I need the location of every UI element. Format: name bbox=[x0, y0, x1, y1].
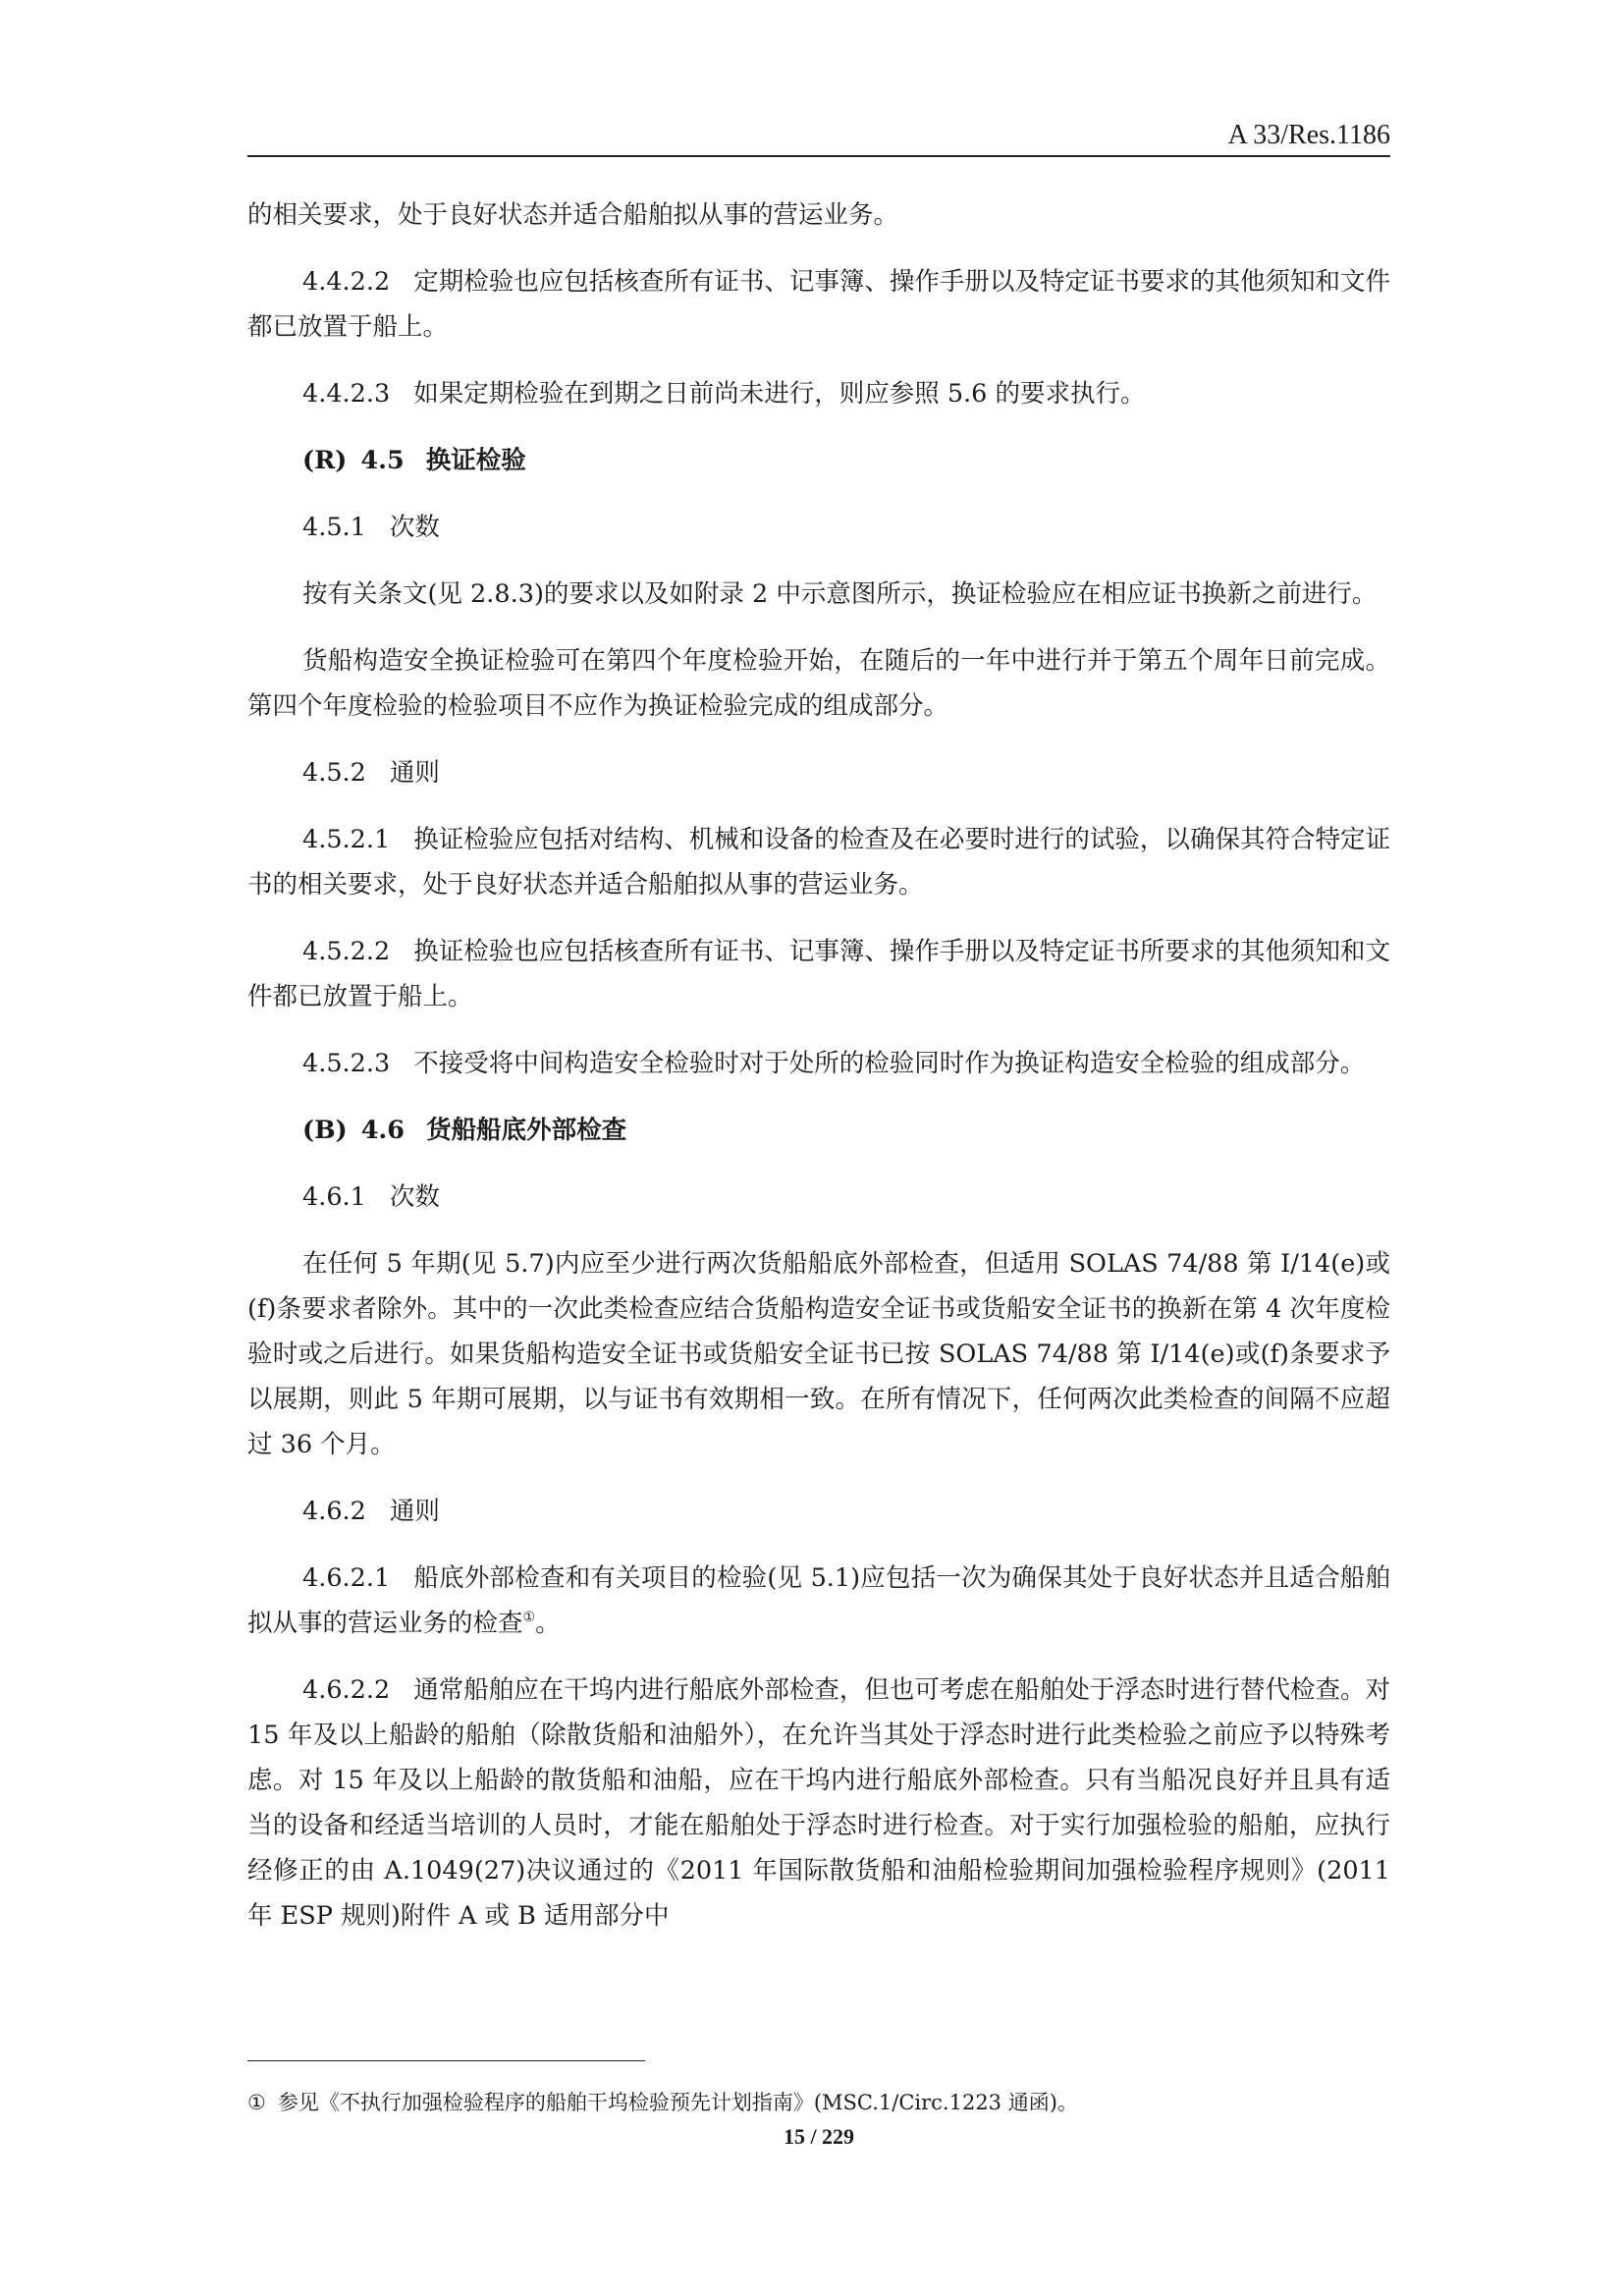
paragraph-4-6-1 bbox=[247, 1175, 1390, 1220]
paragraph-number: 4.5.2 bbox=[302, 758, 366, 788]
footnote-text: 参见《不执行加强检验程序的船舶干坞检验预先计划指南》(MSC.1/Circ.1223 通函)。 bbox=[277, 2091, 1078, 2114]
paragraph-number: 4.4.2.3 bbox=[302, 379, 391, 409]
paragraph-4-5-1 bbox=[247, 505, 1390, 550]
paragraph-4-5-2 bbox=[247, 750, 1390, 795]
heading-title: 换证检验 bbox=[425, 446, 526, 475]
footnote-mark: ① bbox=[247, 2091, 266, 2114]
footnote bbox=[247, 2088, 1390, 2117]
paragraph-continuation: 的相关要求，处于良好状态并适合船舶拟从事的营运业务。 bbox=[247, 200, 899, 230]
paragraph-number: 4.6.2.1 bbox=[302, 1563, 391, 1593]
paragraph-text: 换证检验也应包括核查所有证书、记事簿、操作手册以及特定证书所要求的其他须知和文件都已放置于船上。 bbox=[247, 937, 1390, 1011]
paragraph-4-4-2-3 bbox=[247, 371, 1390, 416]
paragraph-number: 4.5.2.1 bbox=[302, 825, 391, 854]
paragraph-text: 通则 bbox=[389, 758, 440, 788]
paragraph-text: 定期检验也应包括核查所有证书、记事簿、操作手册以及特定证书要求的其他须知和文件都已放置于船上。 bbox=[247, 267, 1390, 342]
paragraph-bottom-survey-frequency: 在任何 5 年期(见 5.7)内应至少进行两次货船船底外部检查，但适用 SOLAS 74/88 第 I/14(e)或(f)条要求者除外。其中的一次此类检查应结合货船构造安全证书或货船安全证书的换新在第 4 次年度检验时或之后进行。如果货船构造安全证书或货船安全证书已按 SOLAS 74/88 第 I/14(e)或(f)条要求予以展期，则此 5 年期可展期，以与证书有效期相一致。在所有情况下，任何两次此类检查的间隔不应超过 36 个月。 bbox=[247, 1249, 1390, 1459]
paragraph-number: 4.6.1 bbox=[302, 1182, 366, 1212]
paragraph-number: 4.6.2 bbox=[302, 1497, 366, 1526]
paragraph-text: 如果定期检验在到期之日前尚未进行，则应参照 5.6 的要求执行。 bbox=[413, 379, 1146, 409]
paragraph-4-4-2-2 bbox=[247, 259, 1390, 350]
paragraph-number: 4.4.2.2 bbox=[302, 267, 391, 297]
paragraph-text: 船底外部检查和有关项目的检验(见 5.1)应包括一次为确保其处于良好状态并且适合船舶拟从事的营运业务的检查 bbox=[247, 1563, 1390, 1638]
paragraph-end-punctuation: 。 bbox=[535, 1609, 561, 1638]
section-heading-4-6 bbox=[247, 1108, 1390, 1153]
heading-title: 货船船底外部检查 bbox=[426, 1116, 627, 1145]
paragraph-4-6-2-2 bbox=[247, 1667, 1390, 1939]
paragraph-text: 次数 bbox=[389, 1182, 440, 1212]
paragraph-4-5-2-3 bbox=[247, 1041, 1390, 1086]
heading-tag: (B) bbox=[302, 1116, 348, 1145]
page-body bbox=[247, 192, 1390, 1960]
paragraph-text: 通常船舶应在干坞内进行船底外部检查，但也可考虑在船舶处于浮态时进行替代检查。对 15 年及以上船龄的船舶（除散货船和油船外），在允许当其处于浮态时进行此类检验之前应予以特殊考虑。对 15 年及以上船龄的散货船和油船，应在干坞内进行船底外部检查。只有当船况良好并且具有适当的设备和经适当培训的人员时，才能在船舶处于浮态时进行检查。对于实行加强检验的船舶，应执行经修正的由 A.1049(27)决议通过的《2011 年国际散货船和油船检验期间加强检验程序规则》(2011 年 ESP 规则)附件 A 或 B 适用部分中 bbox=[247, 1675, 1390, 1931]
paragraph-text: 次数 bbox=[389, 513, 440, 542]
paragraph-text: 通则 bbox=[389, 1497, 440, 1526]
heading-number: 4.5 bbox=[360, 446, 405, 475]
section-heading-4-5 bbox=[247, 438, 1390, 483]
paragraph-number: 4.5.2.3 bbox=[302, 1049, 391, 1078]
paragraph-4-5-2-2 bbox=[247, 929, 1390, 1019]
paragraph-number: 4.5.1 bbox=[302, 513, 366, 542]
heading-tag: (R) bbox=[302, 446, 348, 475]
footnote-divider bbox=[247, 2060, 645, 2061]
paragraph-number: 4.5.2.2 bbox=[302, 937, 391, 966]
paragraph-4-6-2 bbox=[247, 1489, 1390, 1534]
heading-number: 4.6 bbox=[360, 1116, 406, 1145]
paragraph-text: 换证检验应包括对结构、机械和设备的检查及在必要时进行的试验，以确保其符合特定证书的相关要求，处于良好状态并适合船舶拟从事的营运业务。 bbox=[247, 825, 1390, 900]
document-code: A 33/Res.1186 bbox=[1227, 120, 1390, 150]
paragraph-cargo-ship-renewal: 货船构造安全换证检验可在第四个年度检验开始，在随后的一年中进行并于第五个周年日前完成。第四个年度检验的检验项目不应作为换证检验完成的组成部分。 bbox=[247, 646, 1390, 721]
paragraph-text: 不接受将中间构造安全检验时对于处所的检验同时作为换证构造安全检验的组成部分。 bbox=[413, 1049, 1366, 1078]
paragraph-renewal-timing: 按有关条文(见 2.8.3)的要求以及如附录 2 中示意图所示，换证检验应在相应证书换新之前进行。 bbox=[302, 579, 1378, 609]
page-number: 15 / 229 bbox=[783, 2124, 855, 2149]
paragraph-4-6-2-1 bbox=[247, 1556, 1390, 1646]
page-header bbox=[247, 116, 1390, 157]
footnote-reference[interactable]: ① bbox=[522, 1610, 536, 1625]
paragraph-4-5-2-1 bbox=[247, 817, 1390, 907]
paragraph-number: 4.6.2.2 bbox=[302, 1675, 391, 1705]
